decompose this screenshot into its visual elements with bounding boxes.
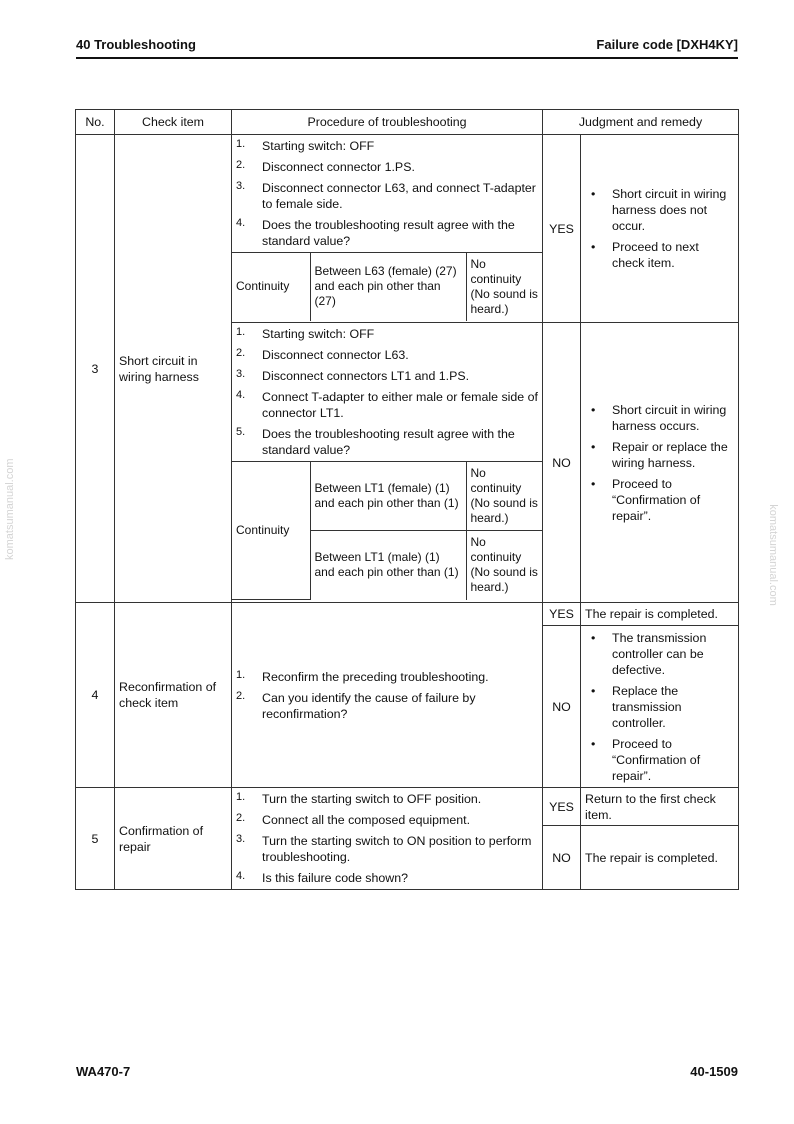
result-no: NO xyxy=(543,323,581,603)
header-check-item: Check item xyxy=(115,110,232,135)
remedy-text: Short circuit in wiring harness does not occur. xyxy=(612,187,727,233)
step-item xyxy=(236,791,538,807)
step-item xyxy=(236,669,538,685)
step-text: Turn the starting switch to OFF position. xyxy=(262,792,482,806)
step-text: Is this failure code shown? xyxy=(262,871,409,885)
step-item xyxy=(236,690,538,722)
remedy-item: • The transmission controller can be defective. xyxy=(591,630,707,677)
measurement-row xyxy=(232,253,542,321)
header-judgment: Judgment and remedy xyxy=(543,110,739,135)
step-text: Does the troubleshooting result agree with the standard value? xyxy=(262,218,515,248)
header-no: No. xyxy=(76,110,115,135)
remedy-item: • Proceed to next check item. xyxy=(591,240,699,270)
measure-label: Continuity xyxy=(232,462,310,600)
remedy-cell: The repair is completed. xyxy=(581,603,739,626)
result-yes: YES xyxy=(543,135,581,323)
step-text: Disconnect connector 1.PS. xyxy=(262,160,415,174)
table-row xyxy=(76,603,739,626)
remedy-item: • Proceed to “Confirmation of repair”. xyxy=(591,476,701,523)
remedy-item: • Replace the transmission controller. xyxy=(591,683,682,730)
step-item xyxy=(236,870,538,886)
step-text: Does the troubleshooting result agree with the standard value? xyxy=(262,427,515,457)
step-item xyxy=(236,833,538,865)
table-header-row xyxy=(76,110,739,135)
page-number: 40-1509 xyxy=(690,1064,738,1079)
step-number: 4. xyxy=(236,217,246,229)
header-rule xyxy=(76,57,738,59)
step-item xyxy=(236,180,538,212)
step-item xyxy=(236,217,538,249)
procedure-cell xyxy=(232,323,543,603)
remedy-text: Proceed to “Confirmation of repair”. xyxy=(612,476,701,523)
remedy-cell xyxy=(581,626,739,788)
procedure-cell xyxy=(232,135,543,323)
step-number: 1. xyxy=(236,791,246,803)
table-row xyxy=(76,788,739,826)
measure-between: Between LT1 (male) (1) and each pin other than (1) xyxy=(310,531,466,600)
step-text: Disconnect connector L63. xyxy=(262,348,409,362)
remedy-text: Repair or replace the wiring harness. xyxy=(612,439,728,470)
step-number: 1. xyxy=(236,326,246,338)
step-number: 3. xyxy=(236,368,246,380)
procedure-steps xyxy=(232,788,542,889)
step-text: Can you identify the cause of failure by reconfirmation? xyxy=(262,690,476,721)
watermark-left: komatsumanual.com xyxy=(4,458,16,560)
measure-between: Between LT1 (female) (1) and each pin other than (1) xyxy=(310,462,466,531)
result-yes: YES xyxy=(543,603,581,626)
measure-value: No continuity (No sound is heard.) xyxy=(466,253,542,321)
step-text: Reconfirm the preceding troubleshooting. xyxy=(262,669,489,684)
procedure-cell xyxy=(232,603,543,788)
step-number: 3. xyxy=(236,833,246,845)
step-number: 4. xyxy=(236,389,246,401)
remedy-text: Proceed to “Confirmation of repair”. xyxy=(612,736,701,783)
remedy-text: Short circuit in wiring harness occurs. xyxy=(612,402,727,433)
step-item xyxy=(236,326,538,342)
procedure-cell xyxy=(232,788,543,890)
measurement-row xyxy=(232,462,542,531)
step-text: Turn the starting switch to ON position to perform troubleshooting. xyxy=(262,834,532,864)
step-item xyxy=(236,138,538,154)
step-number: 2. xyxy=(236,689,246,702)
remedy-cell xyxy=(581,135,739,323)
step-text: Connect all the composed equipment. xyxy=(262,813,471,827)
step-number: 3. xyxy=(236,180,246,192)
step-item xyxy=(236,389,538,421)
step-item xyxy=(236,347,538,363)
model-number: WA470-7 xyxy=(76,1064,131,1079)
remedy-text: Replace the transmission controller. xyxy=(612,683,682,730)
result-no: NO xyxy=(543,626,581,788)
step-number: 1. xyxy=(236,668,246,681)
step-number: 2. xyxy=(236,347,246,359)
procedure-steps xyxy=(232,323,542,461)
remedy-item: • Short circuit in wiring harness does not occur. xyxy=(591,187,727,233)
remedy-cell: Return to the first check item. xyxy=(581,788,739,826)
step-item xyxy=(236,426,538,458)
step-text: Starting switch: OFF xyxy=(262,327,375,341)
remedy-text: Proceed to next check item. xyxy=(612,240,699,270)
check-item: Reconfirmation of check item xyxy=(115,603,232,788)
step-text: Disconnect connector L63, and connect T-adapter to female side. xyxy=(262,181,536,211)
measure-between: Between L63 (female) (27) and each pin other than (27) xyxy=(310,253,466,321)
check-item: Short circuit in wiring harness xyxy=(115,135,232,603)
step-number: 1. xyxy=(236,138,246,150)
remedy-item: • Short circuit in wiring harness occurs. xyxy=(591,402,727,433)
measure-label: Continuity xyxy=(232,253,310,321)
procedure-steps xyxy=(232,666,542,725)
result-no: NO xyxy=(543,826,581,890)
step-text: Disconnect connectors LT1 and 1.PS. xyxy=(262,369,470,383)
measurement-table xyxy=(232,252,542,321)
step-item xyxy=(236,812,538,828)
header-procedure: Procedure of troubleshooting xyxy=(232,110,543,135)
remedy-cell: The repair is completed. xyxy=(581,826,739,890)
step-text: Connect T-adapter to either male or female side of connector LT1. xyxy=(262,390,538,420)
step-number: 4. xyxy=(236,870,246,882)
step-text: Starting switch: OFF xyxy=(262,139,375,153)
remedy-cell xyxy=(581,323,739,603)
remedy-item: • Proceed to “Confirmation of repair”. xyxy=(591,736,701,783)
watermark-right: komatsumanual.com xyxy=(767,504,779,606)
measure-value: No continuity (No sound is heard.) xyxy=(466,531,542,600)
check-item: Confirmation of repair xyxy=(115,788,232,890)
row-number: 5 xyxy=(76,788,115,890)
result-yes: YES xyxy=(543,788,581,826)
step-number: 2. xyxy=(236,812,246,824)
measurement-table xyxy=(232,461,542,600)
table-row xyxy=(76,135,739,323)
troubleshooting-table xyxy=(75,109,739,890)
remedy-list xyxy=(581,630,738,784)
row-number: 3 xyxy=(76,135,115,603)
measure-value: No continuity (No sound is heard.) xyxy=(466,462,542,531)
procedure-steps xyxy=(232,135,542,252)
remedy-item: • Repair or replace the wiring harness. xyxy=(591,439,728,470)
remedy-list xyxy=(581,402,738,524)
step-item xyxy=(236,159,538,175)
remedy-list xyxy=(581,186,738,271)
step-number: 2. xyxy=(236,159,246,171)
failure-code-title: Failure code [DXH4KY] xyxy=(596,37,738,52)
section-title: 40 Troubleshooting xyxy=(76,37,196,52)
step-item xyxy=(236,368,538,384)
step-number: 5. xyxy=(236,426,246,438)
row-number: 4 xyxy=(76,603,115,788)
remedy-text: The transmission controller can be defective. xyxy=(612,630,707,677)
